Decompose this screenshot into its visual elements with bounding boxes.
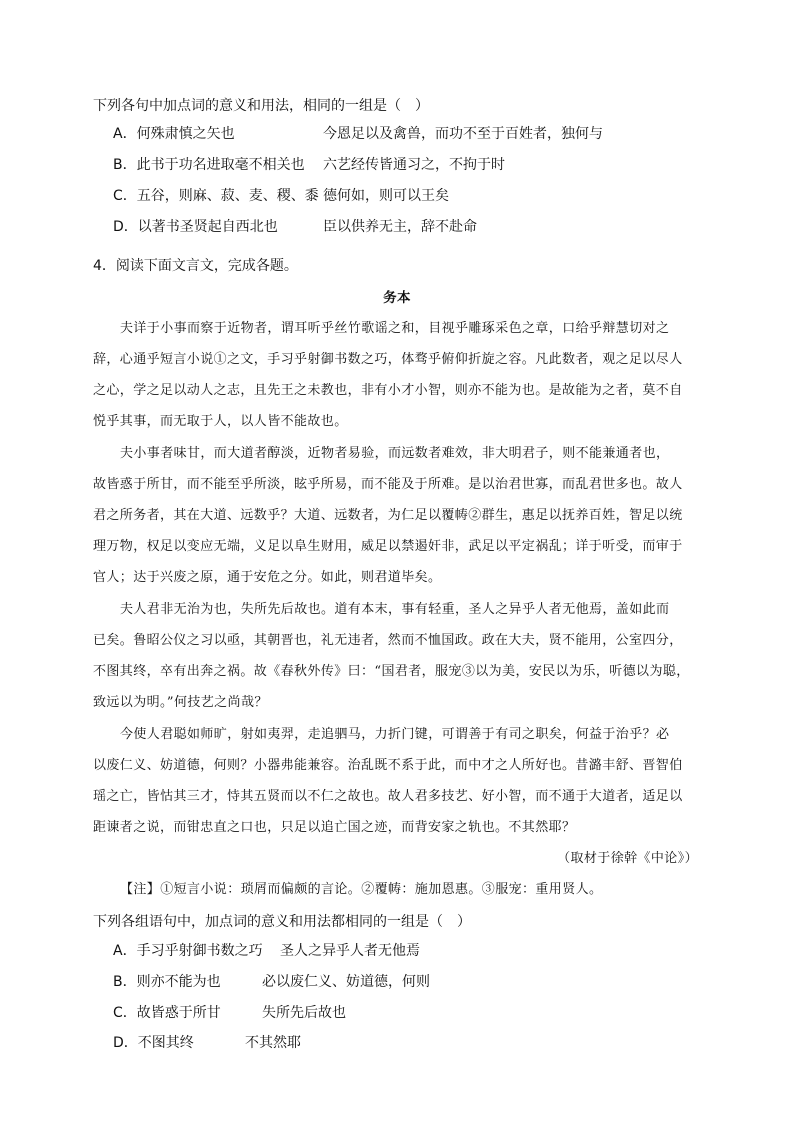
passage-line: 以废仁义、妨道德，何则？小器弗能兼容。治乱既不系于此，而中才之人所好也。昔潞丰舒、晋智伯 xyxy=(93,758,683,773)
passage-line: 辞，心通乎短言小说①之文，手习乎射御书数之巧，体骛乎俯仰折旋之容。凡此数者，观之足以尽人 xyxy=(93,352,683,367)
option-c-second: 德何如，则可以王矣 xyxy=(323,188,449,204)
passage-line: 故皆惑于所甘，而不能至乎所淡，眩乎所易，而不能及于所难。是以治君世寡，而乱君世多也。故人 xyxy=(93,477,683,492)
option-a-first: A．手习乎射御书数之巧 xyxy=(113,943,263,959)
passage-line: 理万物，权足以变应无端，义足以阜生财用，威足以禁遏奸非，武足以平定祸乱；详于听受，而审于 xyxy=(93,539,683,554)
passage-line: 夫小事者味甘，而大道者醇淡，近物者易验，而远数者难效，非大明君子，则不能兼通者也， xyxy=(120,446,670,461)
passage-line: 今使人君聪如师旷，射如夷羿，走追驷马，力折门键，可谓善于有司之职矣，何益于治乎？必 xyxy=(120,727,670,742)
passage-line: 夫详于小事而察于近物者，谓耳听乎丝竹歌谣之和，目视乎雕琢采色之章，口给乎辩慧切对之 xyxy=(120,321,670,336)
option-b-first: B．则亦不能为也 xyxy=(113,974,221,990)
passage-line: 悦乎其事，而无取于人，以人皆不能故也。 xyxy=(93,414,348,429)
passage-line: 距谏者之说，而钳忠直之口也，只足以追亡国之迹，而背安家之轨也。不其然耶？ xyxy=(93,820,576,835)
passage-note: 【注】①短言小说：琐屑而偏颇的言论。②覆帱：施加恩惠。③服宠：重用贤人。 xyxy=(120,882,603,897)
passage-line: 已矣。鲁昭公仪之习以亟，其朝晋也，礼无违者，然而不恤国政。政在大夫，贤不能用，公室四分， xyxy=(93,633,683,648)
option-c xyxy=(113,187,449,205)
option-a-second: 圣人之异乎人者无他焉 xyxy=(280,943,420,959)
option-a xyxy=(113,942,420,960)
option-b xyxy=(113,973,430,991)
option-d xyxy=(113,1034,301,1052)
option-d-first: D．不图其终 xyxy=(113,1035,194,1051)
passage-line: 不图其终，卒有出奔之祸。故《春秋外传》曰：“国君者，服宠③以为美，安民以为乐，听德以为聪， xyxy=(93,664,690,679)
option-d-second: 不其然耶 xyxy=(245,1035,301,1051)
option-b-first: B．此书于功名进取毫不相关也 xyxy=(113,157,305,173)
option-c-second: 失所先后故也 xyxy=(262,1005,346,1021)
option-c-first: C．五谷，则麻、菽、麦、稷、黍 xyxy=(113,188,319,204)
option-a-second: 今恩足以及禽兽，而功不至于百姓者，独何与 xyxy=(323,126,603,142)
passage-line: 官人；达于兴废之原，通于安危之分。如此，则君道毕矣。 xyxy=(93,570,442,585)
option-d-second: 臣以供养无主，辞不赴命 xyxy=(323,219,477,235)
option-d xyxy=(113,218,477,236)
option-a xyxy=(113,125,603,143)
option-b-second: 六艺经传皆通习之，不拘于时 xyxy=(323,157,505,173)
passage-line: 之心，学之足以动人之志，且先王之未教也，非有小才小智，则亦不能为也。是故能为之者，莫不自 xyxy=(93,383,683,398)
question-stem: 下列各组语句中，加点词的意义和用法都相同的一组是（ ） xyxy=(93,914,471,930)
passage-line: 致远以为明。”何技艺之尚哉？ xyxy=(93,695,268,710)
passage-line: 瑶之亡，皆怙其三才，恃其五贤而以不仁之故也。故人君多技艺、好小智，而不通于大道者，适足以 xyxy=(93,789,683,804)
passage-line: 君之所务者，其在大道、远数乎？大道、远数者，为仁足以覆帱②群生，惠足以抚养百姓，智足以统 xyxy=(93,508,683,523)
option-c-first: C．故皆惑于所甘 xyxy=(113,1005,221,1021)
option-b-second: 必以废仁义、妨道德，何则 xyxy=(262,974,430,990)
question-intro: 4．阅读下面文言文，完成各题。 xyxy=(93,258,298,274)
passage-line: 夫人君非无治为也，失所先后故也。道有本末，事有轻重，圣人之异乎人者无他焉，盖如此而 xyxy=(120,602,670,617)
passage-source: （取材于徐幹《中论》） xyxy=(557,851,698,866)
passage-title: 务本 xyxy=(383,290,411,306)
option-b xyxy=(113,156,505,174)
question-stem: 下列各句中加点词的意义和用法，相同的一组是（ ） xyxy=(93,98,429,114)
option-c xyxy=(113,1004,346,1022)
option-a-first: A．何殊肃慎之矢也 xyxy=(113,126,235,142)
option-d-first: D．以著书圣贤起自西北也 xyxy=(113,219,278,235)
